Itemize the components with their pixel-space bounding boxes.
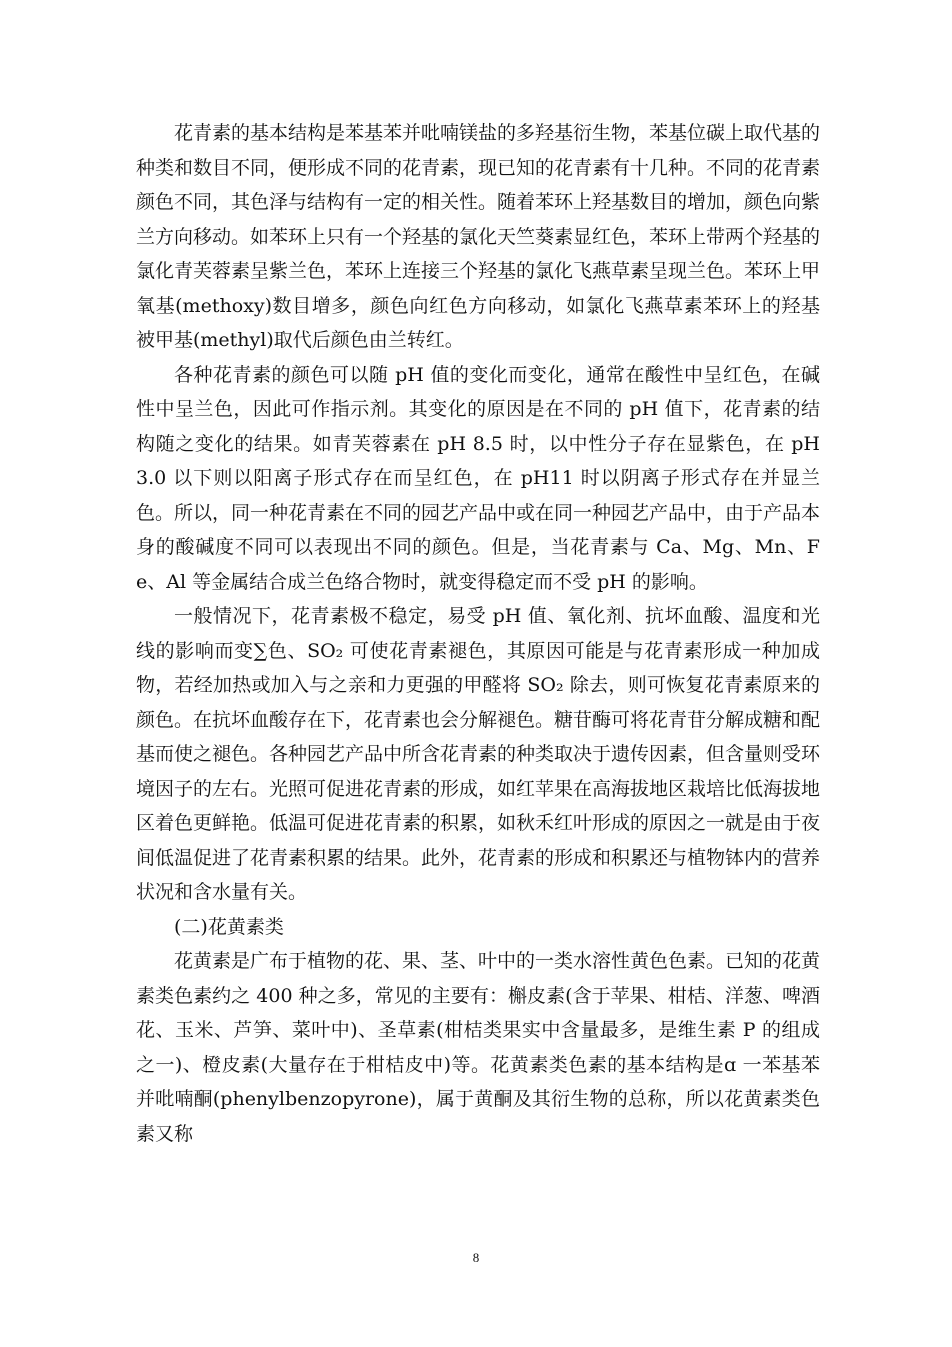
section-heading: (二)花黄素类 — [174, 915, 284, 938]
paragraph-anthocyanin-ph: 各种花青素的颜色可以随 pH 值的变化而变化，通常在酸性中呈红色，在碱性中呈兰色，因此可作指示剂。其变化的原因是在不同的 pH 值下，花青素的结构随之变化的结果。如青芙蓉素在 pH 8.5 时，以中性分子存在显紫色，在 pH 3.0 以下则以阳离子形式存在而呈红色，在 pH11 时以阴离子形式存在并显兰色。所以，同一种花青素在不同的园艺产品中或在同一种园艺产品中，由于产品本身的酸碱度不同可以表现出不同的颜色。但是，当花青素与 Ca、Mg、Mn、Fe、Al 等金属结合成兰色络合物时，就变得稳定而不受 pH 的影响。 — [136, 363, 821, 593]
paragraph-flavonoids: 花黄素是广布于植物的花、果、茎、叶中的一类水溶性黄色色素。已知的花黄素类色素约之 400 种之多，常见的主要有：槲皮素(含于苹果、柑桔、洋葱、啤酒花、玉米、芦笋、菜叶中)、圣草素(柑桔类果实中含量最多，是维生素 P 的组成之一)、橙皮素(大量存在于柑桔皮中)等。花黄素类色素的基本结构是ɑ 一苯基苯并吡喃酮(phenylbenzopyrone)，属于黄酮及其衍生物的总称，所以花黄素类色素又称 — [136, 950, 821, 1145]
paragraph-anthocyanin-structure: 花青素的基本结构是苯基苯并吡喃镁盐的多羟基衍生物，苯基位碳上取代基的种类和数目不同，便形成不同的花青素，现已知的花青素有十几种。不同的花青素颜色不同，其色泽与结构有一定的相关性。随着苯环上羟基数目的增加，颜色向紫兰方向移动。如苯环上只有一个羟基的氯化天竺葵素显红色，苯环上带两个羟基的氯化青芙蓉素呈紫兰色，苯环上连接三个羟基的氯化飞燕草素呈现兰色。苯环上甲氧基(methoxy)数目增多，颜色向红色方向移动，如氯化飞燕草素苯环上的羟基被甲基(methyl)取代后颜色由兰转红。 — [136, 122, 821, 351]
paragraph-anthocyanin-stability: 一般情况下，花青素极不稳定，易受 pH 值、氧化剂、抗坏血酸、温度和光线的影响而变∑色、SO₂ 可使花青素褪色，其原因可能是与花青素形成一种加成物，若经加热或加入与之亲和力更强的甲醛将 SO₂ 除去，则可恢复花青素原来的颜色。在抗坏血酸存在下，花青素也会分解褪色。糖苷酶可将花青苷分解成糖和配基而使之褪色。各种园艺产品中所含花青素的种类取决于遗传因素，但含量则受环境因子的左右。光照可促进花青素的形成，如红苹果在高海拔地区栽培比低海拔地区着色更鲜艳。低温可促进花青素的积累，如秋禾红叶形成的原因之一就是由于夜间低温促进了花青素积累的结果。此外，花青素的形成和积累还与植物钵内的营养状况和含水量有关。 — [136, 605, 821, 903]
body-text — [136, 116, 820, 1151]
page-number: 8 — [472, 1250, 480, 1265]
